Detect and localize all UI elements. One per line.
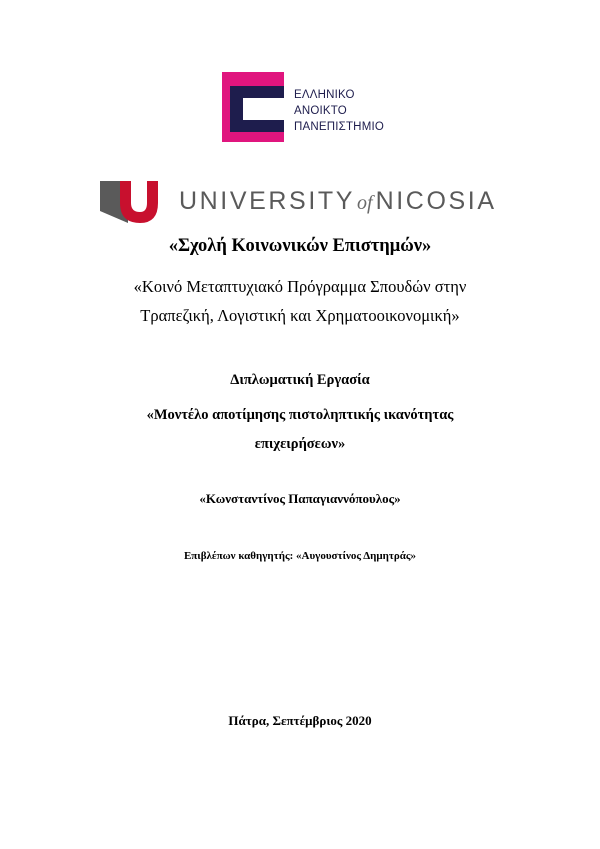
unic-logo-wordmark xyxy=(179,186,497,218)
supervisor: Επιβλέπων καθηγητής: «Αυγουστίνος Δημητράς» xyxy=(183,550,417,562)
hou-logo-line-2: ΑΝΟΙΚΤΟ xyxy=(294,105,347,117)
hellenic-open-university-logo xyxy=(222,72,422,146)
thesis-title-line-1: «Μοντέλο αποτίμησης πιστοληπτικής ικανότητας xyxy=(146,407,454,423)
hou-logo-line-3: ΠΑΝΕΠΙΣΤΗΜΙΟ xyxy=(294,121,385,133)
school-name: «Σχολή Κοινωνικών Επιστημών» xyxy=(168,236,432,256)
thesis-type: Διπλωματική Εργασία xyxy=(230,372,370,388)
program-line-2: Τραπεζική, Λογιστική και Χρηματοοικονομική» xyxy=(140,306,460,325)
thesis-title-line-2: επιχειρήσεων» xyxy=(254,436,346,452)
university-of-nicosia-logo xyxy=(100,180,515,225)
unic-logo-mark xyxy=(100,181,158,223)
unic-word-nicosia: NICOSIA xyxy=(375,187,497,215)
author-name: «Κωνσταντίνος Παπαγιαννόπουλος» xyxy=(199,491,401,506)
program-line-1: «Κοινό Μεταπτυχιακό Πρόγραμμα Σπουδών στην xyxy=(133,277,467,296)
hou-logo-text xyxy=(294,87,384,135)
unic-word-of: of xyxy=(357,192,373,214)
hou-logo-mark xyxy=(222,72,288,142)
hou-logo-line-1: ΕΛΛΗΝΙΚΟ xyxy=(294,89,355,101)
unic-word-university: UNIVERSITY xyxy=(179,187,356,215)
place-and-date: Πάτρα, Σεπτέμβριος 2020 xyxy=(228,713,372,728)
